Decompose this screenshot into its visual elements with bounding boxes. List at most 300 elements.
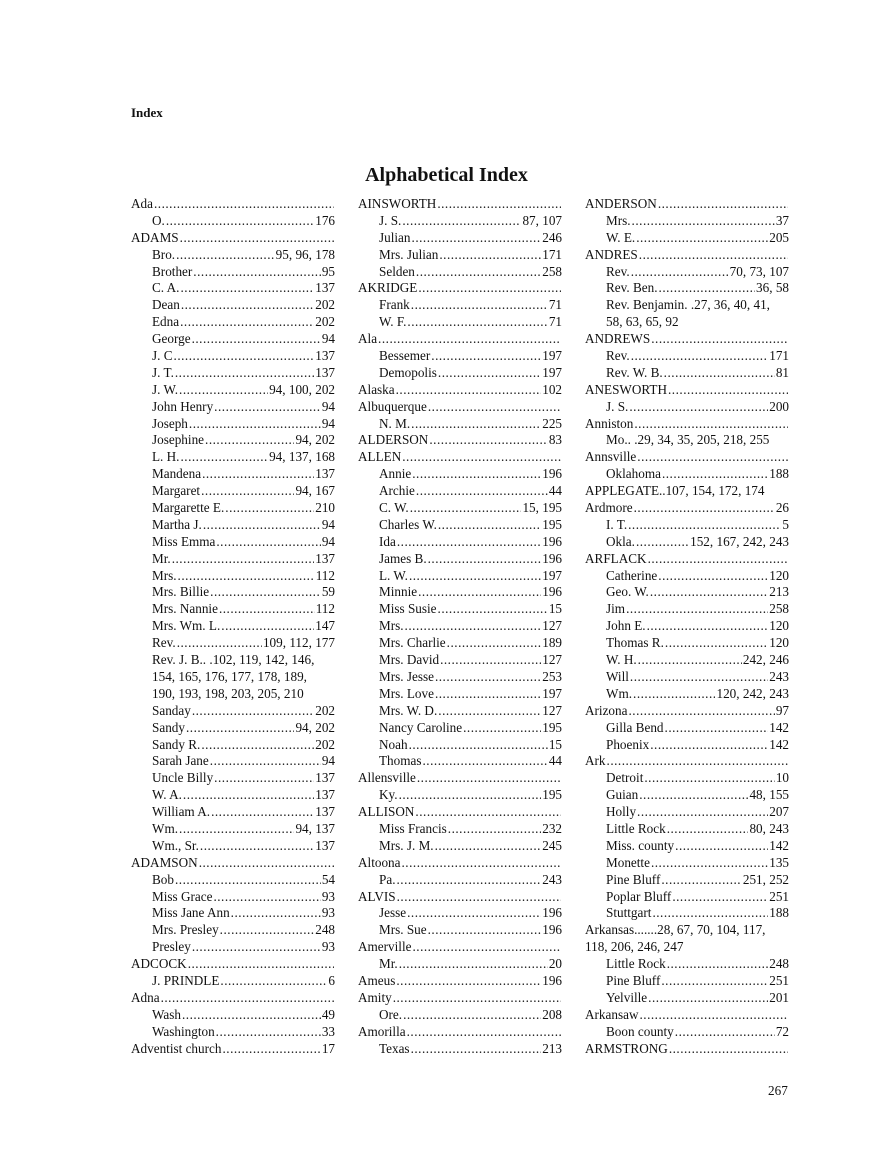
entry-pages: 207 — [769, 804, 789, 820]
index-subentry — [131, 872, 335, 889]
index-subentry — [585, 466, 789, 483]
entry-term: Stuttgart — [606, 905, 652, 921]
dot-leader — [221, 618, 314, 635]
index-subentry — [358, 365, 562, 382]
entry-term: ALDERSON — [358, 432, 429, 448]
entry-term: Detroit — [606, 770, 644, 786]
entry-term: L. H. — [152, 449, 180, 465]
index-subentry — [131, 770, 335, 787]
dot-leader — [411, 297, 548, 314]
index-subentry — [131, 449, 335, 466]
entry-pages: 120 — [769, 635, 789, 651]
index-subentry — [358, 686, 562, 703]
entry-term: Pine Bluff — [606, 972, 661, 988]
entry-term: Little Rock — [606, 956, 666, 972]
entry-pages: 33 — [321, 1023, 335, 1039]
dot-leader — [378, 331, 561, 348]
dot-leader — [213, 889, 320, 906]
index-subentry — [131, 703, 335, 720]
entry-pages: 135 — [769, 854, 789, 870]
entry-term: ARMSTRONG — [585, 1040, 668, 1056]
entry-term: Geo. W. — [606, 584, 649, 600]
index-subentry — [358, 872, 562, 889]
entry-term: Bro. — [152, 246, 176, 262]
entry-term: John Henry — [152, 398, 214, 414]
dot-leader — [177, 635, 262, 652]
entry-term: Alaska — [358, 381, 395, 397]
entry-term: Margaret — [152, 483, 201, 499]
dot-leader — [397, 534, 541, 551]
dot-leader — [632, 213, 775, 230]
entry-term: J. S. — [606, 398, 629, 414]
dot-leader — [637, 449, 788, 466]
index-subentry — [358, 534, 562, 551]
entry-term: Mr. — [152, 550, 171, 566]
index-entry — [585, 500, 789, 517]
index-subentry — [585, 280, 789, 297]
index-entry — [131, 230, 335, 247]
index-subentry — [358, 247, 562, 264]
entry-pages: 137 — [315, 364, 335, 380]
entry-term: Charles W. — [379, 516, 437, 532]
dot-leader — [665, 635, 768, 652]
dot-leader — [154, 196, 334, 213]
dot-leader — [211, 804, 314, 821]
entry-term: Rev. — [152, 635, 176, 651]
entry-pages: 120 — [769, 567, 789, 583]
index-subentry — [358, 703, 562, 720]
index-subentry — [358, 213, 562, 230]
dot-leader — [199, 855, 334, 872]
entry-pages: 49 — [321, 1006, 335, 1022]
entry-term: Catherine — [606, 567, 658, 583]
index-subentry — [131, 297, 335, 314]
entry-term: Edna — [152, 314, 180, 330]
dot-leader — [175, 365, 314, 382]
entry-term: Annsville — [585, 449, 637, 465]
index-entry-line: Rev. J. B.. .102, 119, 142, 146, — [152, 652, 315, 668]
index-subentry — [358, 956, 562, 973]
entry-term: Thomas R. — [606, 635, 664, 651]
dot-leader — [636, 534, 689, 551]
page-title: Alphabetical Index — [365, 164, 528, 186]
index-entry — [131, 855, 335, 872]
dot-leader — [161, 990, 334, 1007]
entry-term: Ida — [379, 533, 396, 549]
index-entry — [358, 280, 562, 297]
index-subentry — [358, 1007, 562, 1024]
index-subentry — [358, 264, 562, 281]
entry-term: Mandena — [152, 466, 202, 482]
index-subentry — [131, 280, 335, 297]
entry-pages: 44 — [548, 483, 562, 499]
entry-pages: 94 — [321, 753, 335, 769]
index-subentry — [131, 838, 335, 855]
index-subentry — [585, 990, 789, 1007]
entry-pages: 243 — [542, 871, 562, 887]
entry-pages: 94, 167 — [295, 483, 335, 499]
entry-pages: 44 — [548, 753, 562, 769]
entry-pages: 112 — [315, 567, 335, 583]
index-entry-line: Mo.. .29, 34, 35, 205, 218, 255 — [606, 432, 770, 448]
index-subentry — [131, 973, 335, 990]
entry-term: Ky. — [379, 787, 398, 803]
entry-term: John E. — [606, 618, 646, 634]
index-subentry — [585, 804, 789, 821]
entry-term: Dean — [152, 297, 180, 313]
index-entry — [358, 939, 562, 956]
entry-pages: 258 — [542, 263, 562, 279]
entry-pages: 213 — [542, 1040, 562, 1056]
entry-pages: 59 — [321, 584, 335, 600]
entry-term: Holly — [606, 804, 637, 820]
entry-term: James B. — [379, 550, 427, 566]
entry-term: Miss Francis — [379, 820, 447, 836]
index-entry — [358, 196, 562, 213]
entry-term: Allensville — [358, 770, 416, 786]
dot-leader — [418, 280, 561, 297]
entry-term: Wm., Sr. — [152, 837, 199, 853]
entry-pages: 171 — [769, 348, 789, 364]
index-subentry — [131, 500, 335, 517]
dot-leader — [639, 787, 748, 804]
index-entry — [358, 973, 562, 990]
index-subentry — [131, 720, 335, 737]
index-entry — [131, 196, 335, 213]
entry-term: William A. — [152, 804, 211, 820]
dot-leader — [402, 449, 561, 466]
index-subentry — [131, 416, 335, 433]
entry-term: Will — [606, 668, 629, 684]
dot-leader — [180, 230, 334, 247]
index-subentry — [358, 314, 562, 331]
dot-leader — [399, 956, 548, 973]
index-entry — [585, 551, 789, 568]
entry-pages: 37 — [775, 212, 789, 228]
entry-term: Rev. — [606, 348, 630, 364]
entry-term: Joseph — [152, 415, 188, 431]
index-subentry — [585, 264, 789, 281]
index-subentry — [131, 348, 335, 365]
entry-term: Amerville — [358, 939, 412, 955]
index-subentry — [358, 551, 562, 568]
dot-leader — [220, 973, 327, 990]
entry-term: Jim — [606, 601, 626, 617]
entry-term: Bob — [152, 871, 174, 887]
dot-leader — [182, 1007, 321, 1024]
entry-pages: 94, 137 — [295, 820, 335, 836]
entry-term: C. A. — [152, 280, 180, 296]
entry-term: Presley — [152, 939, 191, 955]
index-entry — [358, 399, 562, 416]
dot-leader — [650, 584, 768, 601]
entry-pages: 94 — [321, 398, 335, 414]
index-subentry — [585, 889, 789, 906]
index-subentry — [358, 753, 562, 770]
dot-leader — [626, 601, 768, 618]
entry-term: Julian — [379, 229, 411, 245]
entry-pages: 201 — [769, 989, 789, 1005]
entry-pages: 83 — [548, 432, 562, 448]
entry-pages: 15, 195 — [522, 500, 562, 516]
entry-term: Arizona — [585, 702, 628, 718]
dot-leader — [188, 956, 334, 973]
entry-term: ALVIS — [358, 888, 396, 904]
entry-pages: 258 — [769, 601, 789, 617]
entry-term: Poplar Bluff — [606, 888, 672, 904]
dot-leader — [675, 1024, 775, 1041]
dot-leader — [463, 720, 541, 737]
entry-pages: 17 — [321, 1040, 335, 1056]
index-subentry — [358, 568, 562, 585]
index-subentry — [131, 737, 335, 754]
dot-leader — [180, 314, 314, 331]
entry-pages: 94 — [321, 533, 335, 549]
entry-term: W. A. — [152, 787, 182, 803]
entry-pages: 94 — [321, 415, 335, 431]
dot-leader — [431, 348, 541, 365]
index-subentry — [358, 838, 562, 855]
entry-pages: 94, 100, 202 — [269, 381, 335, 397]
entry-pages: 248 — [315, 922, 335, 938]
index-subentry — [585, 618, 789, 635]
entry-pages: 196 — [542, 584, 562, 600]
entry-pages: 142 — [769, 736, 789, 752]
entry-pages: 94, 202 — [295, 719, 335, 735]
entry-pages: 232 — [542, 820, 562, 836]
dot-leader — [428, 399, 561, 416]
index-subentry — [358, 297, 562, 314]
entry-pages: 253 — [542, 668, 562, 684]
dot-leader — [628, 517, 781, 534]
entry-term: Rev. — [606, 263, 630, 279]
entry-pages: 93 — [321, 939, 335, 955]
entry-pages: 197 — [542, 348, 562, 364]
index-entry — [585, 382, 789, 399]
entry-term: Adventist church — [131, 1040, 222, 1056]
index-entry — [358, 449, 562, 466]
index-subentry — [585, 770, 789, 787]
dot-leader — [662, 466, 768, 483]
dot-leader — [658, 568, 768, 585]
entry-term: Mrs. — [606, 212, 631, 228]
index-subentry — [131, 753, 335, 770]
dot-leader — [183, 787, 314, 804]
index-entry — [131, 1041, 335, 1058]
entry-pages: 15 — [548, 736, 562, 752]
entry-term: Ada — [131, 196, 153, 211]
dot-leader — [192, 703, 314, 720]
entry-term: Bessemer — [379, 348, 431, 364]
entry-pages: 94, 202 — [295, 432, 335, 448]
dot-leader — [222, 1041, 320, 1058]
entry-term: Phoenix — [606, 736, 650, 752]
dot-leader — [203, 517, 321, 534]
index-subentry — [585, 635, 789, 652]
entry-pages: 176 — [315, 212, 335, 228]
entry-term: Demopolis — [379, 364, 437, 380]
index-subentry — [585, 601, 789, 618]
index-subentry — [358, 618, 562, 635]
index-subentry — [585, 652, 789, 669]
entry-term: J. W. — [152, 381, 179, 397]
dot-leader — [629, 399, 768, 416]
dot-leader — [214, 399, 321, 416]
entry-term: Uncle Billy — [152, 770, 214, 786]
index-subentry — [131, 399, 335, 416]
dot-leader — [448, 821, 541, 838]
entry-term: Mrs. Love — [379, 685, 434, 701]
entry-term: Mrs. Sue — [379, 922, 427, 938]
entry-term: Mrs. Charlie — [379, 635, 446, 651]
entry-term: Mrs. Billie — [152, 584, 210, 600]
index-entry — [585, 753, 789, 770]
dot-leader — [186, 720, 294, 737]
dot-leader — [439, 247, 541, 264]
dot-leader — [648, 551, 788, 568]
entry-pages: 195 — [542, 719, 562, 735]
entry-pages: 246 — [542, 229, 562, 245]
index-subentry — [131, 466, 335, 483]
entry-term: C. W. — [379, 500, 409, 516]
dot-leader — [399, 787, 542, 804]
entry-term: ALLISON — [358, 804, 415, 820]
dot-leader — [672, 889, 768, 906]
index-subentry — [585, 584, 789, 601]
entry-pages: 48, 155 — [749, 787, 789, 803]
entry-pages: 93 — [321, 888, 335, 904]
dot-leader — [416, 264, 541, 281]
entry-pages: 36, 58 — [756, 280, 789, 296]
index-subentry — [585, 1024, 789, 1041]
entry-pages: 188 — [769, 905, 789, 921]
dot-leader — [181, 297, 314, 314]
entry-term: Miss. county — [606, 837, 675, 853]
entry-term: ALLEN — [358, 449, 402, 465]
entry-term: Nancy Caroline — [379, 719, 463, 735]
entry-term: Mrs. — [379, 618, 404, 634]
index-entry — [585, 247, 789, 264]
entry-pages: 251 — [769, 972, 789, 988]
entry-term: Anniston — [585, 415, 634, 431]
index-subentry — [131, 264, 335, 281]
index-entry — [358, 855, 562, 872]
entry-pages: 196 — [542, 466, 562, 482]
entry-pages: 188 — [769, 466, 789, 482]
entry-pages: 137 — [315, 348, 335, 364]
entry-term: Yelville — [606, 989, 648, 1005]
entry-term: Texas — [379, 1040, 410, 1056]
entry-pages: 197 — [542, 685, 562, 701]
entry-term: Ardmore — [585, 500, 633, 516]
index-entry-line: 190, 193, 198, 203, 205, 210 — [152, 685, 304, 701]
dot-leader — [201, 483, 294, 500]
entry-term: Mrs. Presley — [152, 922, 219, 938]
dot-leader — [651, 331, 788, 348]
dot-leader — [639, 247, 788, 264]
index-entry — [585, 1041, 789, 1058]
entry-term: Adna — [131, 989, 160, 1005]
index-subentry — [585, 669, 789, 686]
dot-leader — [396, 973, 541, 990]
index-subentry — [585, 365, 789, 382]
entry-term: Frank — [379, 297, 410, 313]
index-subentry — [585, 230, 789, 247]
dot-leader — [409, 737, 548, 754]
entry-pages: 197 — [542, 364, 562, 380]
entry-term: Altoona — [358, 854, 401, 870]
index-column-1 — [131, 196, 335, 1057]
dot-leader — [631, 264, 729, 281]
entry-term: Martha J. — [152, 516, 202, 532]
entry-pages: 197 — [542, 567, 562, 583]
dot-leader — [650, 737, 768, 754]
index-subentry — [358, 500, 562, 517]
index-subentry — [131, 584, 335, 601]
entry-term: Mrs. W. D. — [379, 702, 438, 718]
entry-term: Sarah Jane — [152, 753, 209, 769]
index-entry-line: APPLEGATE..107, 154, 172, 174 — [585, 483, 765, 499]
index-subentry — [358, 787, 562, 804]
entry-pages: 189 — [542, 635, 562, 651]
dot-leader — [192, 331, 321, 348]
entry-pages: 20 — [548, 956, 562, 972]
index-subentry — [131, 804, 335, 821]
entry-pages: 112 — [315, 601, 335, 617]
index-subentry — [131, 1007, 335, 1024]
entry-pages: 93 — [321, 905, 335, 921]
dot-leader — [661, 872, 742, 889]
index-subentry — [131, 939, 335, 956]
entry-term: I. T. — [606, 516, 628, 532]
entry-term: Amity — [358, 989, 392, 1005]
index-subentry — [585, 348, 789, 365]
entry-term: Rev. Ben. — [606, 280, 658, 296]
entry-term: ANDREWS — [585, 331, 651, 347]
dot-leader — [435, 669, 541, 686]
index-subentry — [358, 905, 562, 922]
entry-term: Archie — [379, 483, 415, 499]
entry-term: Boon county — [606, 1023, 674, 1039]
entry-pages: 72 — [775, 1023, 789, 1039]
dot-leader — [652, 905, 768, 922]
dot-leader — [638, 652, 742, 669]
dot-leader — [437, 196, 561, 213]
dot-leader — [412, 230, 542, 247]
entry-pages: 80, 243 — [749, 820, 789, 836]
dot-leader — [664, 365, 775, 382]
dot-leader — [435, 686, 541, 703]
entry-pages: 196 — [542, 922, 562, 938]
index-subentry — [131, 382, 335, 399]
index-subentry — [131, 247, 335, 264]
dot-leader — [193, 264, 321, 281]
index-entry — [585, 449, 789, 466]
dot-leader — [438, 365, 541, 382]
entry-pages: 137 — [315, 804, 335, 820]
index-subentry — [131, 365, 335, 382]
dot-leader — [210, 753, 321, 770]
index-subentry — [131, 517, 335, 534]
index-entry — [358, 804, 562, 821]
index-subentry — [131, 889, 335, 906]
dot-leader — [658, 196, 788, 213]
index-entry — [585, 1007, 789, 1024]
entry-pages: 196 — [542, 550, 562, 566]
entry-pages: 120 — [769, 618, 789, 634]
dot-leader — [634, 416, 788, 433]
entry-pages: 195 — [542, 516, 562, 532]
